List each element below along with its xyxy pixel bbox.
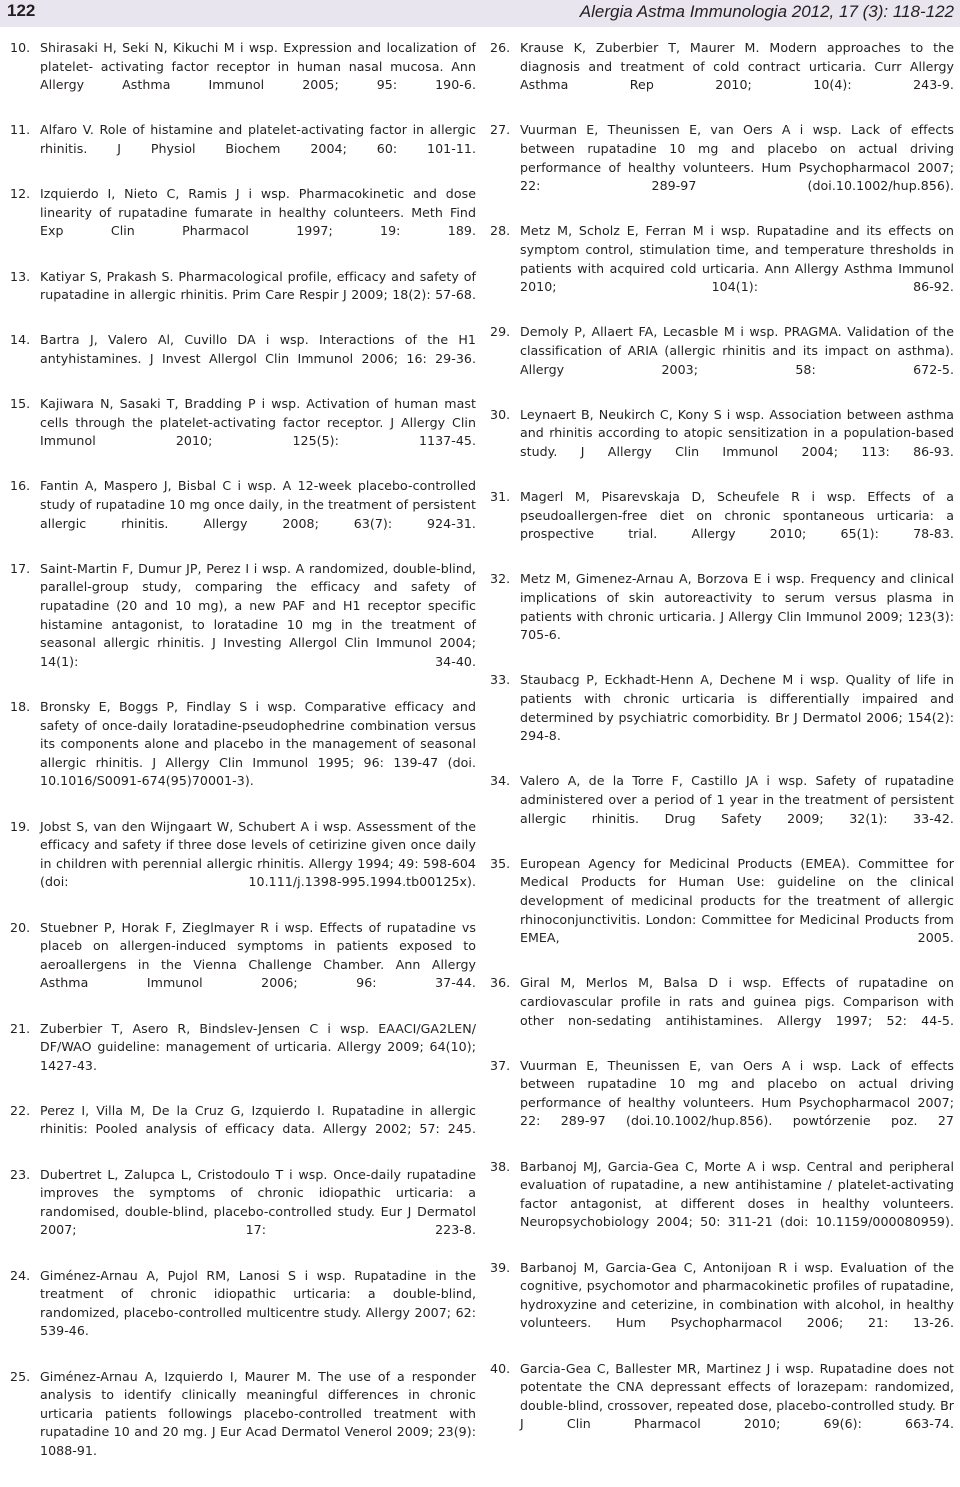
reference-number: 27. [490,122,511,138]
reference-text: Giménez-Arnau A, Izquierdo I, Maurer M. The use of a responder analysis to identify clinically meaningful differences in chronic urticaria patients followings placebo-controlled treatment with rupatadine 10 and 20 mg. J Eur Acad Dermatol Venerol 2009; 23(9): 1088-91. [40,1368,476,1458]
reference-number: 33. [490,672,511,688]
reference-number: 22. [10,1102,31,1118]
reference-item [490,1259,954,1352]
reference-item [490,974,954,1048]
reference-number: 19. [10,818,31,834]
reference-number: 31. [490,489,511,505]
reference-number: 17. [10,560,31,576]
reference-item [490,121,954,214]
reference-number: 10. [10,40,31,55]
reference-text: Dubertret L, Zalupca L, Cristodoulo T i wsp. Once-daily rupatadine improves the symptoms of chronic idiopathic urticaria: a randomised, double-blind, placebo-controlled study. Eur J Dermatol 2007; 17: 223-8. [40,1166,476,1238]
reference-number: 40. [490,1360,511,1376]
reference-item [490,222,954,315]
reference-number: 35. [490,855,511,871]
reference-text: Alfaro V. Role of histamine and platelet-activating factor in allergic rhinitis. J Physiol Biochem 2004; 60: 101-11. [40,122,476,156]
reference-text: Perez I, Villa M, De la Cruz G, Izquierdo I. Rupatadine in allergic rhinitis: Pooled analysis of efficacy data. Allergy 2002; 57: 245. [40,1102,476,1137]
reference-number: 25. [10,1368,31,1384]
reference-text: Jobst S, van den Wijngaart W, Schubert A i wsp. Assessment of the efficacy and safety if three dose levels of cetirizine given once daily in children with perennial allergic rhinitis. Allergy 1994; 49: 598-604 (doi: 10.111/j.1398-995.1994.tb00125x). [40,818,476,890]
reference-number: 16. [10,478,31,494]
reference-text: European Agency for Medicinal Products (EMEA). Committee for Medical Products for Human Use: guideline on the clinical development of medicinal products for the treatment of allergic rhinoconjunctivitis. London: Committee for Medicinal Products from EMEA, 2005. [520,855,954,946]
reference-text: Katiyar S, Prakash S. Pharmacological profile, efficacy and safety of rupatadine in allergic rhinitis. Prim Care Respir J 2009; 18(2): 57-68. [40,268,476,303]
journal-citation: Alergia Astma Immunologia 2012, 17 (3): 118-122 [579,2,954,21]
reference-text: Giral M, Merlos M, Balsa D i wsp. Effects of rupatadine on cardiovascular profile in rats and guinea pigs. Comparison with other non-sedating antihistamines. Allergy 1997; 52: 44-5. [520,975,954,1028]
reference-number: 39. [490,1259,511,1275]
reference-number: 14. [10,332,31,348]
reference-text: Barbanoj MJ, Garcia-Gea C, Morte A i wsp. Central and peripheral evaluation of rupatadine, a new antihistamine / platelet-activating factor antagonist, at different doses in healthy volunteers. Neuropsychobiology 2004; 50: 311-21 (doi: 10.1159/000080959). [520,1158,954,1230]
reference-item [10,560,476,690]
reference-number: 32. [490,571,511,587]
reference-item [490,772,954,846]
reference-text: Bronsky E, Boggs P, Findlay S i wsp. Comparative efficacy and safety of once-daily loratadine-pseudophedrine combination versus its components alone and placebo in the management of seasonal allergic rhinitis. J Allergy Clin Immunol 1995; 96: 139-47 (doi. 10.1016/S0091-674(95)70001-3). [40,699,476,789]
reference-number: 13. [10,268,31,284]
reference-number: 18. [10,699,31,714]
reference-number: 24. [10,1267,31,1283]
reference-item [490,1360,954,1453]
reference-text: Krause K, Zuberbier T, Maurer M. Modern approaches to the diagnosis and treatment of cold contract urticaria. Curr Allergy Asthma Rep 2010; 10(4): 243-9. [520,40,954,93]
reference-item [490,1057,954,1150]
reference-text: Shirasaki H, Seki N, Kikuchi M i wsp. Expression and localization of platelet- activating factor receptor in human nasal mucosa. Ann Allergy Asthma Immunol 2005; 95: 190-6. [40,40,476,93]
references-right-column [490,39,954,1461]
reference-text: Leynaert B, Neukirch C, Kony S i wsp. Association between asthma and rhinitis according to atopic sensitization in a population-based study. J Allergy Clin Immunol 2004; 113: 86-93. [520,406,954,459]
reference-text: Fantin A, Maspero J, Bisbal C i wsp. A 12-week placebo-controlled study of rupatadine 10 mg once daily, in the treatment of persistent allergic rhinitis. Allergy 2008; 63(7): 924-31. [40,478,476,531]
reference-number: 23. [10,1166,31,1182]
reference-text: Vuurman E, Theunissen E, van Oers A i wsp. Lack of effects between rupatadine 10 mg and placebo on actual driving performance of healthy volunteers. Hum Psychopharmacol 2007; 22: 289-97 (doi.10.1002/hup.856). [520,122,954,194]
reference-number: 20. [10,919,31,935]
reference-item [490,1158,954,1251]
reference-number: 37. [490,1057,511,1073]
reference-number: 11. [10,122,31,138]
reference-item [10,1368,476,1480]
reference-item [10,395,476,469]
reference-item [490,323,954,397]
reference-item [10,1102,476,1158]
reference-item [10,1267,476,1360]
reference-number: 38. [490,1158,511,1174]
page-header [0,0,960,27]
reference-text: Giménez-Arnau A, Pujol RM, Lanosi S i wsp. Rupatadine in the treatment of chronic idiopathic urticaria: a double-blind, randomized, placebo-controlled multicentre study. Allergy 2007; 62: 539-46. [40,1267,476,1339]
page-number: 122 [7,1,36,20]
reference-text: Barbanoj M, Garcia-Gea C, Antonijoan R i wsp. Evaluation of the cognitive, psychomotor and pharmacokinetic profiles of rupatadine, hydroxyzine and ceterizine, in combination with alcohol, in healthy volunteers. Hum Psychopharmacol 2006; 21: 13-26. [520,1259,954,1331]
reference-item [10,698,476,810]
reference-item [10,121,476,177]
reference-number: 21. [10,1020,31,1036]
reference-text: Bartra J, Valero Al, Cuvillo DA i wsp. Interactions of the H1 antyhistamines. J Invest Allergol Clin Immunol 2006; 16: 29-36. [40,332,476,366]
reference-item [490,570,954,663]
reference-text: Zuberbier T, Asero R, Bindslev-Jensen C i wsp. EAACI/GA2LEN/ DF/WAO guideline: management of urticaria. Allergy 2009; 64(10); 1427-43. [40,1020,476,1073]
reference-item [10,818,476,911]
reference-item [490,671,954,764]
references-left-column [10,39,476,1487]
reference-number: 34. [490,773,511,789]
reference-item [10,331,476,387]
reference-item [10,1020,476,1094]
reference-item [490,39,954,113]
reference-text: Metz M, Gimenez-Arnau A, Borzova E i wsp. Frequency and clinical implications of skin autoreactivity to serum versus plasma in patients with chronic urticaria. J Allergy Clin Immunol 2009; 123(3): 705-6. [520,571,954,643]
reference-text: Staubacg P, Eckhadt-Henn A, Dechene M i wsp. Quality of life in patients with chronic urticaria is differentially impaired and determined by psychiatric comorbidity. Br J Dermatol 2006; 154(2): 294-8. [520,672,954,744]
reference-number: 28. [490,223,511,239]
reference-item [10,39,476,113]
reference-text: Demoly P, Allaert FA, Lecasble M i wsp. PRAGMA. Validation of the classification of ARIA (allergic rhinitis and its impact on asthma). Allergy 2003; 58: 672-5. [520,324,954,377]
reference-item [10,1166,476,1259]
reference-text: Garcia-Gea C, Ballester MR, Martinez J i wsp. Rupatadine does not potentate the CNA depressant effects of lorazepam: randomized, double-blind, crossover, repeated dose, placebo-controlled study. Br J Clin Pharmacol 2010; 69(6): 663-74. [520,1360,954,1432]
reference-text: Valero A, de la Torre F, Castillo JA i wsp. Safety of rupatadine administered over a period of 1 year in the treatment of persistent allergic rhinitis. Drug Safety 2009; 32(1): 33-42. [520,773,954,826]
reference-item [10,919,476,1012]
reference-number: 15. [10,396,31,412]
reference-item [490,855,954,967]
reference-text: Metz M, Scholz E, Ferran M i wsp. Rupatadine and its effects on symptom control, stimulation time, and temperature thresholds in patients with acquired cold urticaria. Ann Allergy Asthma Immunol 2010; 104(1): 86-92. [520,223,954,295]
reference-item [10,185,476,259]
reference-item [10,268,476,324]
reference-text: Izquierdo I, Nieto C, Ramis J i wsp. Pharmacokinetic and dose linearity of rupatadine fumarate in healthy colunteers. Meth Find Exp Clin Pharmacol 1997; 19: 189. [40,186,476,239]
reference-text: Saint-Martin F, Dumur JP, Perez I i wsp. A randomized, double-blind, parallel-group study, comparing the efficacy and safety of rupatadine (20 and 10 mg), a new PAF and H1 receptor specific histamine antagonist, to loratadine 10 mg in the treatment of seasonal allergic rhinitis. J Investing Allergol Clin Immunol 2004; 14(1): 34-40. [40,560,476,669]
reference-number: 26. [490,40,511,55]
reference-number: 12. [10,186,31,202]
reference-number: 30. [490,406,511,422]
reference-item [10,477,476,551]
reference-text: Magerl M, Pisarevskaja D, Scheufele R i wsp. Effects of a pseudoallergen-free diet on chronic spontaneous urticaria: a prospective trial. Allergy 2010; 65(1): 78-83. [520,489,954,542]
reference-number: 29. [490,324,511,340]
reference-text: Stuebner P, Horak F, Zieglmayer R i wsp. Effects of rupatadine vs placeb on allergen-induced symptoms in patients exposed to aeroallergens in the Vienna Challenge Chamber. Ann Allergy Asthma Immunol 2006; 96: 37-44. [40,919,476,991]
reference-item [490,406,954,480]
reference-item [490,488,954,562]
reference-number: 36. [490,975,511,991]
reference-text: Kajiwara N, Sasaki T, Bradding P i wsp. Activation of human mast cells through the platelet-activating factor receptor. J Allergy Clin Immunol 2010; 125(5): 1137-45. [40,396,476,449]
reference-text: Vuurman E, Theunissen E, van Oers A i wsp. Lack of effects between rupatadine 10 mg and placebo on actual driving performance of healthy volunteers. Hum Psychopharmacol 2007; 22: 289-97 (doi.10.1002/hup.856). powtórzenie poz. 27 [520,1057,954,1129]
